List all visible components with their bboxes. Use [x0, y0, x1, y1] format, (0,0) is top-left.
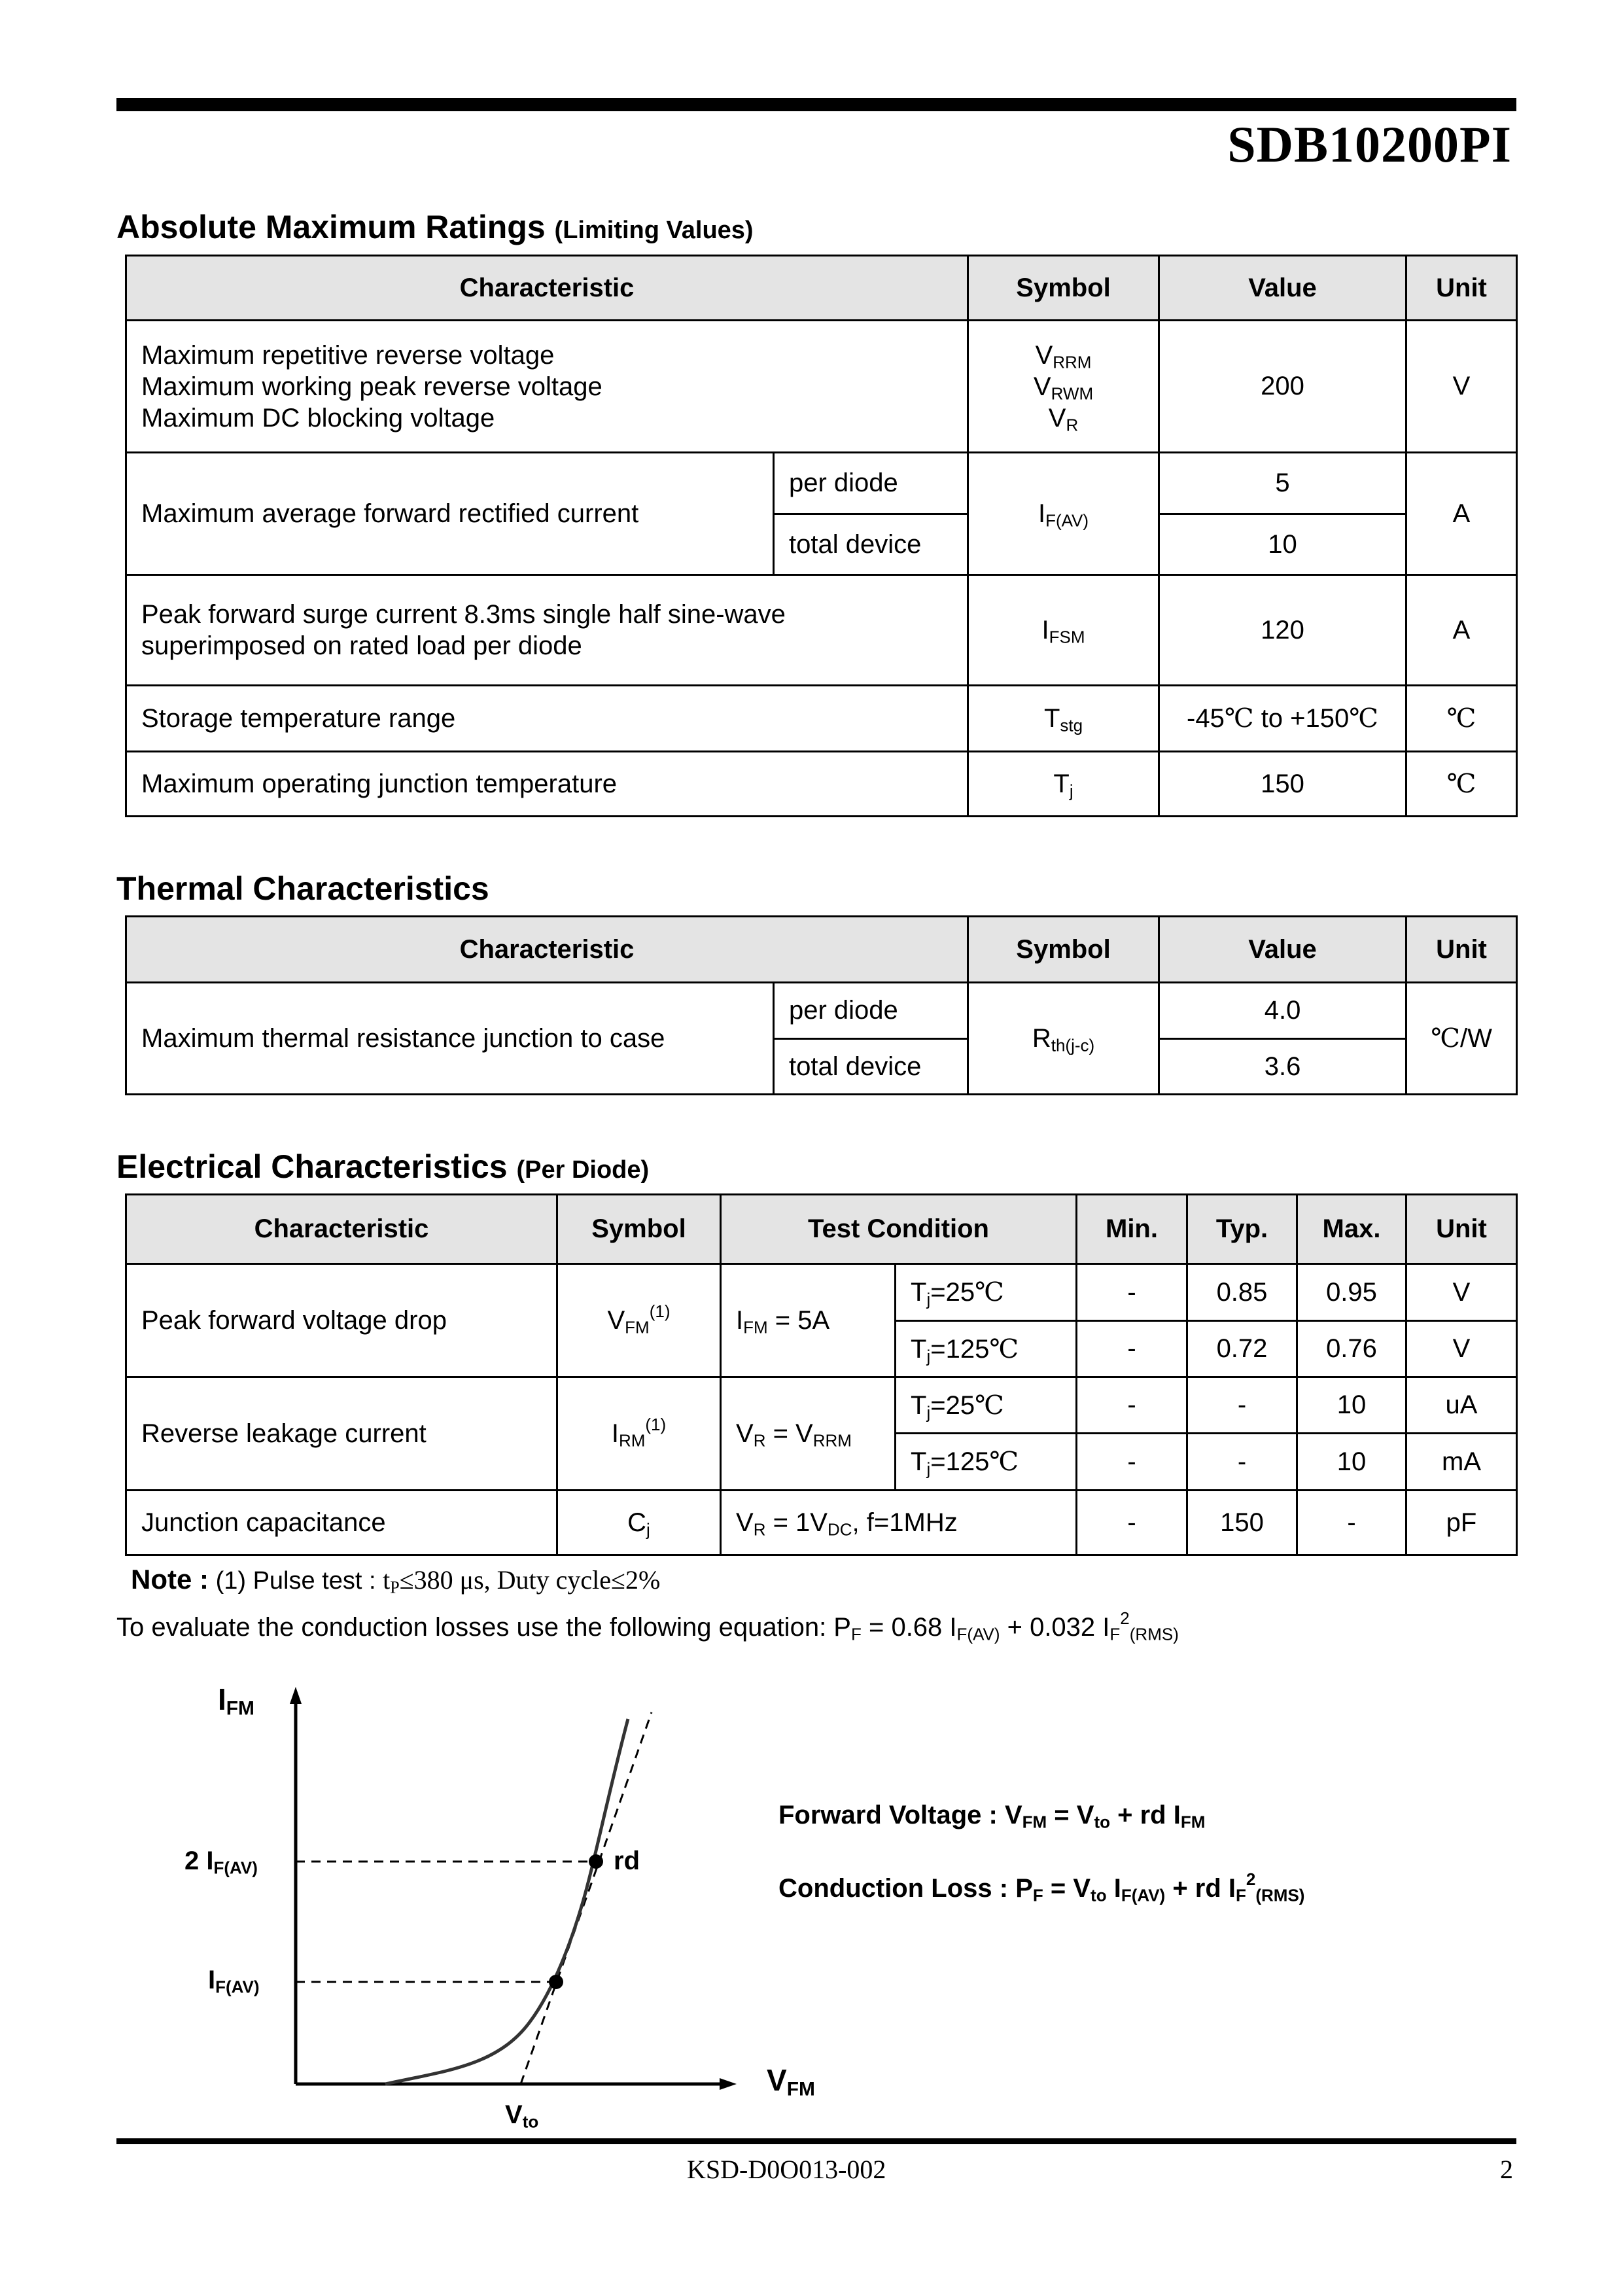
unit-cell: uA — [1406, 1377, 1517, 1434]
unit-cell: mA — [1406, 1434, 1517, 1491]
conduction-loss-equation: To evaluate the conduction losses use the following equation: $P_F = 0.68$ $I_{F(AV)} + 0.032$ $I_F^2_{(RMS)}$ — [116, 1608, 1179, 1644]
min-cell: - — [1077, 1321, 1187, 1377]
temperature-cell: $T_j=125℃$ — [896, 1434, 1077, 1491]
characteristic-line: Maximum DC blocking voltage — [141, 403, 495, 433]
col-header-unit: Unit — [1406, 917, 1517, 983]
sub-label-cell: per diode — [774, 983, 968, 1039]
temperature-cell: $T_j=25℃$ — [896, 1377, 1077, 1434]
unit-cell: V — [1406, 1321, 1517, 1377]
typ-cell: - — [1187, 1377, 1297, 1434]
section-title-text: Electrical Characteristics — [116, 1148, 508, 1185]
col-header-value: Value — [1159, 917, 1406, 983]
max-cell: 0.76 — [1297, 1321, 1406, 1377]
operating-point-2if — [589, 1854, 603, 1869]
sub-label-cell: total device — [774, 514, 968, 575]
temperature-cell: $T_j=125℃$ — [896, 1321, 1077, 1377]
min-cell: - — [1077, 1491, 1187, 1555]
unit-cell: ℃ — [1406, 752, 1517, 817]
col-header-symbol: Symbol — [557, 1195, 721, 1264]
characteristic-cell: Peak forward voltage drop — [126, 1264, 557, 1377]
conduction-loss-formula: Conduction Loss : $P_F = V_{to}$ $I_{F(AV)}$ + rd $I_F^2_{(RMS)}$ — [778, 1869, 1305, 1905]
typ-cell: 0.85 — [1187, 1264, 1297, 1321]
col-header-characteristic: Characteristic — [126, 917, 968, 983]
section-title-text: Absolute Maximum Ratings — [116, 209, 546, 245]
col-header-symbol: Symbol — [968, 256, 1159, 321]
unit-cell: ℃/W — [1406, 983, 1517, 1095]
typ-cell: - — [1187, 1434, 1297, 1491]
col-header-symbol: Symbol — [968, 917, 1159, 983]
note-tp: $t_P\le 380$ μs, Duty cycle≤2% — [383, 1565, 661, 1597]
test-condition-cell: $V_R = 1V_{DC}$, f=1MHz — [721, 1491, 1077, 1555]
typ-cell: 150 — [1187, 1491, 1297, 1555]
col-header-unit: Unit — [1406, 256, 1517, 321]
characteristic-line: Maximum working peak reverse voltage — [141, 372, 602, 401]
typ-cell: 0.72 — [1187, 1321, 1297, 1377]
unit-cell: A — [1406, 453, 1517, 575]
symbol-vrwm: $V_{RWM}$ — [1033, 372, 1094, 403]
unit-cell: V — [1406, 321, 1517, 453]
footer-rule — [116, 2138, 1516, 2144]
section-subtitle: (Limiting Values) — [554, 217, 754, 244]
note-text: (1) Pulse test : — [215, 1567, 383, 1595]
col-header-characteristic: Characteristic — [126, 256, 968, 321]
value-cell: 10 — [1159, 514, 1406, 575]
symbol-cell: $I_{RM}^{(1)}$ — [557, 1377, 721, 1491]
min-cell: - — [1077, 1377, 1187, 1434]
forward-voltage-equation: Forward Voltage : $V_{FM} = V_{to}$ + rd $I_{FM}$ — [778, 1801, 1206, 1832]
symbol-cell: $I_{F(AV)}$ — [968, 453, 1159, 575]
value-cell: 150 — [1159, 752, 1406, 817]
unit-cell: A — [1406, 575, 1517, 686]
vto-label: $V_{to}$ — [505, 2100, 539, 2132]
level-if-label: $I_{F(AV)}$ — [208, 1966, 260, 1997]
col-header-characteristic: Characteristic — [126, 1195, 557, 1264]
test-condition-cell: $V_R = V_{RRM}$ — [721, 1377, 896, 1491]
col-header-test-condition: Test Condition — [721, 1195, 1077, 1264]
value-cell: 5 — [1159, 453, 1406, 514]
note-label: Note : — [131, 1564, 209, 1595]
max-cell: 10 — [1297, 1377, 1406, 1434]
symbol-vr: $V_R$ — [1048, 403, 1079, 434]
symbol-cell: $C_j$ — [557, 1491, 721, 1555]
max-cell: - — [1297, 1491, 1406, 1555]
characteristic-cell: Reverse leakage current — [126, 1377, 557, 1491]
y-axis-label: $I_{FM}$ — [218, 1682, 254, 1720]
thermal-title: Thermal Characteristics — [116, 870, 489, 907]
characteristic-cell: Maximum operating junction temperature — [126, 752, 968, 817]
tangent-dashed-line — [521, 1712, 652, 2084]
page-number: 2 — [1500, 2155, 1513, 2184]
symbol-cell: $V_{FM}^{(1)}$ — [557, 1264, 721, 1377]
part-number: SDB10200PI — [1227, 116, 1512, 173]
characteristic-cell: Storage temperature range — [126, 686, 968, 752]
unit-cell: ℃ — [1406, 686, 1517, 752]
document-id: KSD-D0O013-002 — [687, 2155, 886, 2184]
level-2if-label: 2 $I_{F(AV)}$ — [184, 1846, 258, 1878]
section-subtitle: (Per Diode) — [516, 1156, 650, 1184]
iv-curve — [385, 1719, 628, 2084]
x-axis-label: $V_{FM}$ — [767, 2063, 815, 2100]
col-header-min: Min. — [1077, 1195, 1187, 1264]
temperature-cell: $T_j=25℃$ — [896, 1264, 1077, 1321]
characteristic-line: Peak forward surge current 8.3ms single half sine-wave — [141, 600, 786, 629]
value-cell: -45℃ to +150℃ — [1159, 686, 1406, 752]
characteristic-cell: Maximum thermal resistance junction to case — [126, 983, 774, 1095]
symbol-cell: $I_{FSM}$ — [968, 575, 1159, 686]
test-condition-cell: $I_{FM} = 5A$ — [721, 1264, 896, 1377]
sub-label-cell: total device — [774, 1039, 968, 1095]
symbol-vrrm: $V_{RRM}$ — [1035, 340, 1092, 372]
value-cell: 120 — [1159, 575, 1406, 686]
y-axis-arrow — [290, 1687, 302, 1704]
characteristic-line: Maximum repetitive reverse voltage — [141, 340, 555, 370]
operating-point-if — [549, 1975, 563, 1989]
symbol-cell: $T_{stg}$ — [968, 686, 1159, 752]
value-cell: 200 — [1159, 321, 1406, 453]
rd-label: rd — [614, 1846, 640, 1875]
min-cell: - — [1077, 1434, 1187, 1491]
characteristic-cell: Maximum average forward rectified current — [126, 453, 774, 575]
characteristic-line: superimposed on rated load per diode — [141, 631, 582, 660]
symbol-cell: $R_{th(j-c)}$ — [968, 983, 1159, 1095]
sub-label-cell: per diode — [774, 453, 968, 514]
col-header-unit: Unit — [1406, 1195, 1517, 1264]
unit-cell: pF — [1406, 1491, 1517, 1555]
col-header-value: Value — [1159, 256, 1406, 321]
x-axis-arrow — [720, 2078, 737, 2090]
value-cell: 3.6 — [1159, 1039, 1406, 1095]
max-cell: 0.95 — [1297, 1264, 1406, 1321]
max-cell: 10 — [1297, 1434, 1406, 1491]
value-cell: 4.0 — [1159, 983, 1406, 1039]
min-cell: - — [1077, 1264, 1187, 1321]
col-header-max: Max. — [1297, 1195, 1406, 1264]
characteristic-cell: Junction capacitance — [126, 1491, 557, 1555]
symbol-cell: $T_j$ — [968, 752, 1159, 817]
col-header-typ: Typ. — [1187, 1195, 1297, 1264]
unit-cell: V — [1406, 1264, 1517, 1321]
